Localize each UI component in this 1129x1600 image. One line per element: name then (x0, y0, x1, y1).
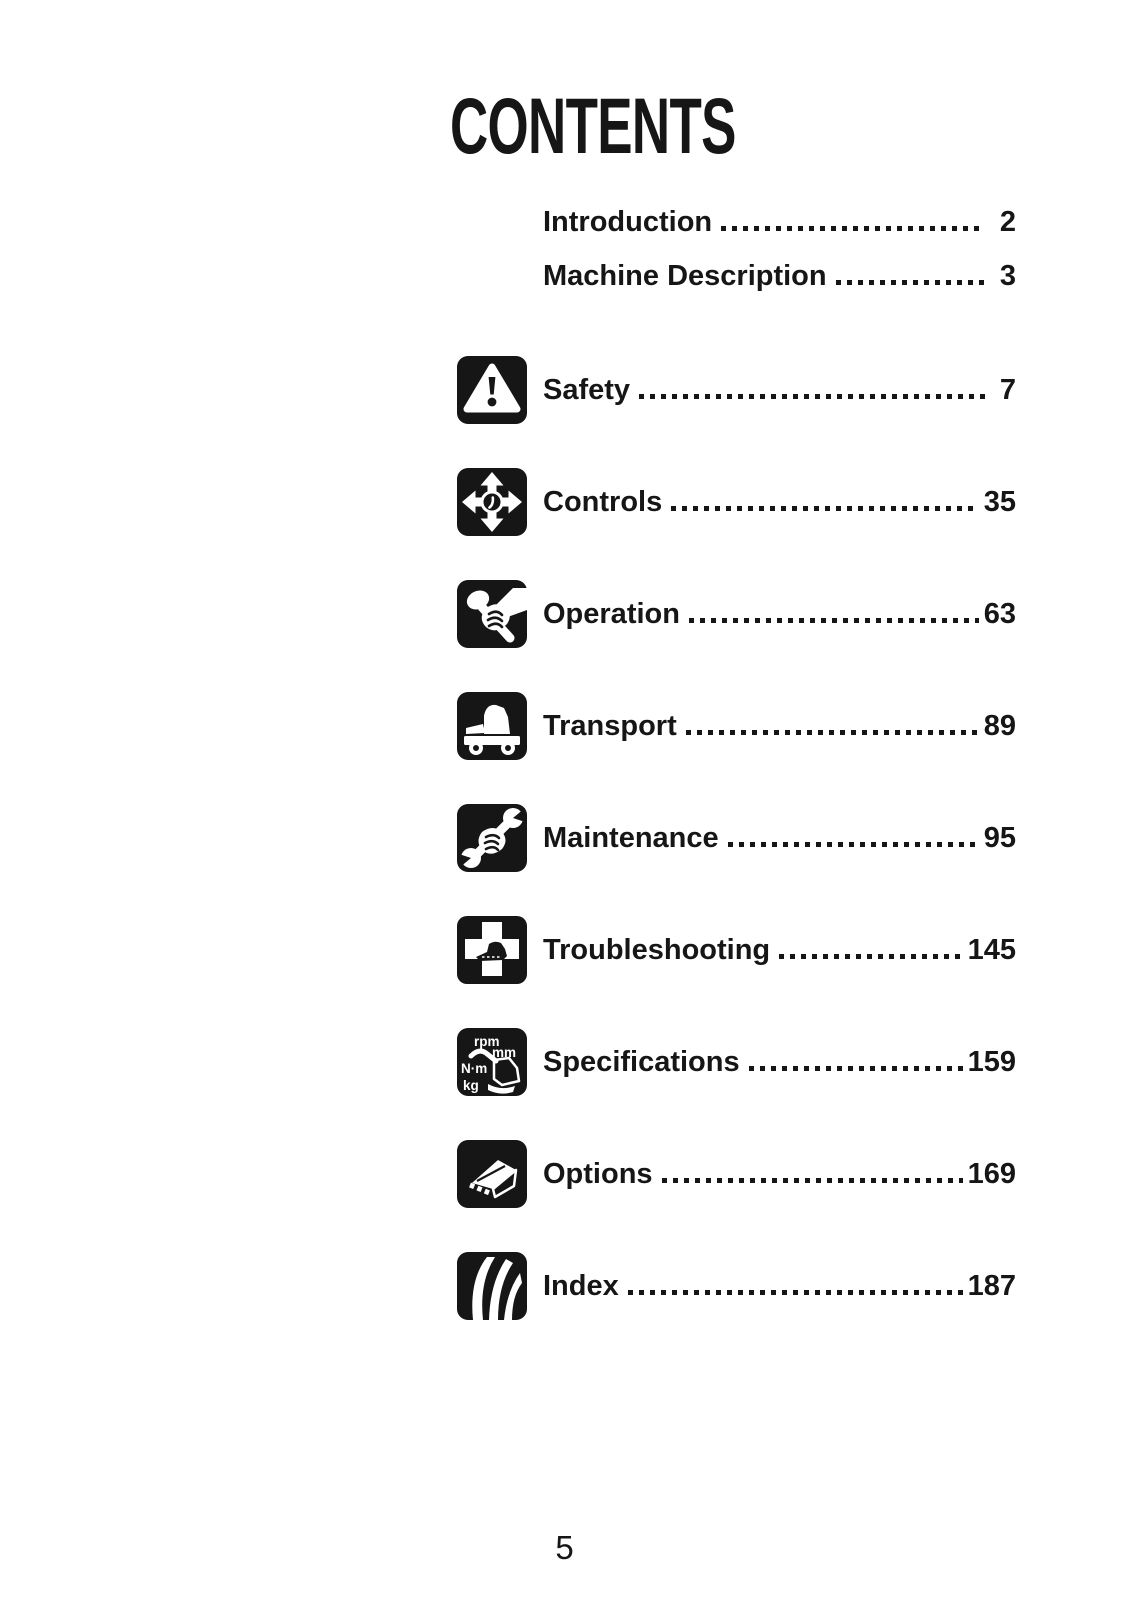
dotted-leader (689, 618, 979, 623)
dotted-leader (728, 842, 979, 847)
toc-entry-options (457, 1140, 1016, 1208)
toc-entry-line (543, 374, 1016, 407)
page-title: CONTENTS (450, 81, 736, 170)
bucket-attachment-icon (457, 1140, 527, 1208)
toc-entry-page-number: 3 (999, 259, 1016, 292)
hand-holding-wrench-icon (457, 804, 527, 872)
toc-entry-machine-description (543, 249, 1016, 303)
toc-entry-specifications (457, 1028, 1016, 1096)
dotted-leader (749, 1066, 963, 1071)
toc-entry-page-number: 159 (967, 1045, 1016, 1078)
toc-entry-label: Transport (543, 709, 677, 742)
toc-front-entries (457, 195, 1016, 303)
toc-chapter-entries (457, 356, 1016, 1320)
toc-entry-line (543, 1158, 1016, 1191)
toc-entry-label: Maintenance (543, 821, 719, 854)
toc-entry-index (457, 1252, 1016, 1320)
first-aid-cross-icon (457, 916, 527, 984)
toc-entry-operation (457, 580, 1016, 648)
toc-entry-page-number: 63 (983, 597, 1016, 630)
toc-entry-page-number: 7 (999, 373, 1016, 406)
directional-arrows-icon (457, 468, 527, 536)
dotted-leader (836, 280, 985, 285)
toc-entry-troubleshooting (457, 916, 1016, 984)
spec-unit-kg: kg (463, 1078, 479, 1093)
dotted-leader (686, 730, 979, 735)
toc-entry-transport (457, 692, 1016, 760)
toc-entry-label: Operation (543, 597, 680, 630)
dotted-leader (639, 394, 985, 399)
dotted-leader (721, 226, 985, 231)
toc-entry-page-number: 145 (967, 933, 1016, 966)
toc-entry-page-number: 169 (967, 1157, 1016, 1190)
loader-on-trailer-icon (457, 692, 527, 760)
toc-entry-label: Specifications (543, 1045, 740, 1078)
toc-entry-label: Options (543, 1157, 653, 1190)
toc-entry-page-number: 35 (983, 485, 1016, 518)
toc-entry-page-number: 187 (967, 1269, 1016, 1302)
dotted-leader (628, 1290, 963, 1295)
toc-entry-line (543, 710, 1016, 743)
toc-entry-introduction (543, 195, 1016, 249)
toc-entry-safety (457, 356, 1016, 424)
spec-unit-mm: mm (492, 1045, 517, 1060)
table-of-contents (457, 195, 1016, 1364)
folio-page-number: 5 (555, 1529, 574, 1566)
dotted-leader (671, 506, 979, 511)
toc-entry-line (543, 486, 1016, 519)
toc-entry-line (543, 1270, 1016, 1303)
toc-entry-label: Index (543, 1269, 619, 1302)
toc-entry-label: Introduction (543, 205, 713, 238)
dotted-leader (662, 1178, 963, 1183)
toc-entry-line (543, 1046, 1016, 1079)
fanned-pages-icon (457, 1252, 527, 1320)
dotted-leader (779, 954, 962, 959)
toc-entry-label: Machine Description (543, 259, 827, 292)
toc-entry-label: Safety (543, 373, 631, 406)
toc-entry-controls (457, 468, 1016, 536)
toc-entry-line (543, 822, 1016, 855)
toc-entry-line (543, 206, 1016, 239)
toc-entry-label: Controls (543, 485, 663, 518)
toc-entry-label: Troubleshooting (543, 933, 771, 966)
measurement-units-icon (457, 1028, 527, 1096)
toc-entry-line (543, 260, 1016, 293)
toc-entry-page-number: 2 (999, 205, 1016, 238)
spec-unit-nm: N·m (461, 1061, 488, 1076)
warning-triangle-icon (457, 356, 527, 424)
toc-entry-line (543, 934, 1016, 967)
toc-entry-line (543, 598, 1016, 631)
toc-entry-maintenance (457, 804, 1016, 872)
hand-on-lever-icon (457, 580, 527, 648)
spec-unit-rpm: rpm (474, 1034, 500, 1049)
toc-entry-page-number: 89 (983, 709, 1016, 742)
toc-entry-page-number: 95 (983, 821, 1016, 854)
